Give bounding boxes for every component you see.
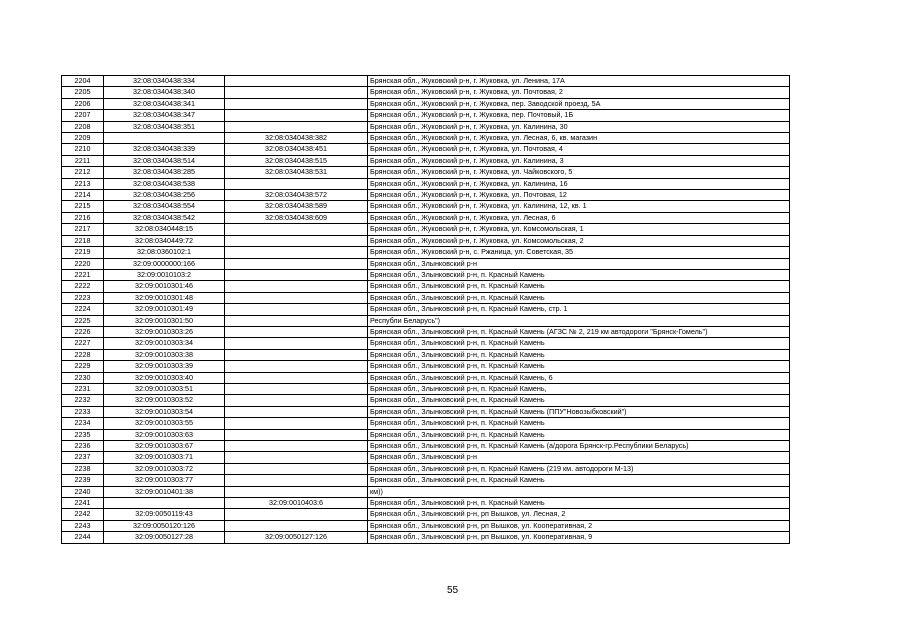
row-number-cell: 2242 (62, 509, 104, 520)
row-number-cell: 2218 (62, 235, 104, 246)
row-number-cell: 2235 (62, 429, 104, 440)
address-cell: Брянская обл., Жуковский р-н, г. Жуковка, ул. Калинина, 30 (368, 121, 790, 132)
table-row (62, 406, 790, 417)
cadastral-number-cell: 32:09:0010303:26 (104, 326, 225, 337)
address-cell: Брянская обл., Злынковский р-н, п. Красный Камень (219 км. автодороги М-13) (368, 463, 790, 474)
cadastral-number-cell: 32:09:0010301:50 (104, 315, 225, 326)
address-cell: Брянская обл., Жуковский р-н, г. Жуковка, ул. Калинина, 12, кв. 1 (368, 201, 790, 212)
linked-cadastral-cell (225, 520, 368, 531)
linked-cadastral-cell (225, 338, 368, 349)
table-row (62, 133, 790, 144)
address-cell: Брянская обл., Злынковский р-н, п. Красный Камень, 6 (368, 372, 790, 383)
address-cell: Брянская обл., Злынковский р-н (368, 452, 790, 463)
row-number-cell: 2219 (62, 247, 104, 258)
cadastral-number-cell: 32:09:0010401:38 (104, 486, 225, 497)
row-number-cell: 2220 (62, 258, 104, 269)
row-number-cell: 2205 (62, 87, 104, 98)
row-number-cell: 2238 (62, 463, 104, 474)
table-row (62, 326, 790, 337)
table-row (62, 178, 790, 189)
cadastral-number-cell: 32:09:0050127:28 (104, 532, 225, 543)
linked-cadastral-cell (225, 121, 368, 132)
cadastral-number-cell: 32:08:0340438:351 (104, 121, 225, 132)
table-row (62, 418, 790, 429)
address-cell: Брянская обл., Жуковский р-н, г. Жуковка, ул. Ленина, 17А (368, 76, 790, 87)
row-number-cell: 2209 (62, 133, 104, 144)
linked-cadastral-cell (225, 509, 368, 520)
cadastral-table (61, 75, 790, 544)
address-cell: Брянская обл., Злынковский р-н (368, 258, 790, 269)
address-cell: Брянская обл., Жуковский р-н, г. Жуковка, пер. Заводской проезд, 5А (368, 98, 790, 109)
linked-cadastral-cell: 32:08:0340438:572 (225, 190, 368, 201)
linked-cadastral-cell (225, 178, 368, 189)
row-number-cell: 2225 (62, 315, 104, 326)
address-cell: Брянская обл., Злынковский р-н, рп Вышков, ул. Лесная, 2 (368, 509, 790, 520)
table-row (62, 201, 790, 212)
table-row (62, 281, 790, 292)
row-number-cell: 2239 (62, 475, 104, 486)
cadastral-number-cell: 32:08:0340438:347 (104, 110, 225, 121)
address-cell: Брянская обл., Жуковский р-н, г. Жуковка, ул. Лесная, 6 (368, 212, 790, 223)
cadastral-number-cell: 32:09:0010303:54 (104, 406, 225, 417)
cadastral-number-cell: 32:08:0340438:341 (104, 98, 225, 109)
linked-cadastral-cell (225, 304, 368, 315)
cadastral-number-cell: 32:09:0010303:34 (104, 338, 225, 349)
table-row (62, 429, 790, 440)
row-number-cell: 2233 (62, 406, 104, 417)
address-cell: Брянская обл., Злынковский р-н, п. Красный Камень (368, 475, 790, 486)
row-number-cell: 2211 (62, 155, 104, 166)
address-cell: Брянская обл., Злынковский р-н, рп Вышков, ул. Кооперативная, 2 (368, 520, 790, 531)
address-cell: Республи Беларусь") (368, 315, 790, 326)
address-cell: Брянская обл., Злынковский р-н, п. Красный Камень, (368, 383, 790, 394)
address-cell: Брянская обл., Злынковский р-н, рп Вышков, ул. Кооперативная, 9 (368, 532, 790, 543)
linked-cadastral-cell (225, 475, 368, 486)
row-number-cell: 2215 (62, 201, 104, 212)
table-row (62, 383, 790, 394)
page-number: 55 (446, 585, 459, 596)
cadastral-number-cell: 32:09:0010303:40 (104, 372, 225, 383)
address-cell: Брянская обл., Жуковский р-н, г. Жуковка, ул. Лесная, 6, кв. магазин (368, 133, 790, 144)
table-row (62, 475, 790, 486)
table-row (62, 532, 790, 543)
address-cell: Брянская обл., Злынковский р-н, п. Красный Камень (368, 349, 790, 360)
linked-cadastral-cell: 32:09:0050127:126 (225, 532, 368, 543)
cadastral-number-cell: 32:08:0340438:334 (104, 76, 225, 87)
row-number-cell: 2228 (62, 349, 104, 360)
table-row (62, 349, 790, 360)
cadastral-number-cell: 32:09:0010103:2 (104, 269, 225, 280)
cadastral-number-cell: 32:08:0340438:542 (104, 212, 225, 223)
address-cell: Брянская обл., Жуковский р-н, г. Жуковка, ул. Почтовая, 4 (368, 144, 790, 155)
table-row (62, 315, 790, 326)
table-row (62, 498, 790, 509)
address-cell: Брянская обл., Жуковский р-н, г. Жуковка, ул. Калинина, 3 (368, 155, 790, 166)
table-row (62, 269, 790, 280)
cadastral-number-cell: 32:09:0000000:166 (104, 258, 225, 269)
cadastral-number-cell: 32:09:0010301:49 (104, 304, 225, 315)
cadastral-number-cell: 32:09:0010303:77 (104, 475, 225, 486)
cadastral-number-cell: 32:09:0010303:52 (104, 395, 225, 406)
table-row (62, 224, 790, 235)
row-number-cell: 2210 (62, 144, 104, 155)
address-cell: Брянская обл., Злынковский р-н, п. Красный Камень (368, 269, 790, 280)
address-cell: Брянская обл., Злынковский р-н, п. Красный Камень (368, 498, 790, 509)
cadastral-number-cell: 32:09:0010301:48 (104, 292, 225, 303)
row-number-cell: 2236 (62, 441, 104, 452)
linked-cadastral-cell (225, 326, 368, 337)
linked-cadastral-cell (225, 235, 368, 246)
row-number-cell: 2208 (62, 121, 104, 132)
linked-cadastral-cell (225, 441, 368, 452)
table-row (62, 372, 790, 383)
table-row (62, 452, 790, 463)
row-number-cell: 2204 (62, 76, 104, 87)
linked-cadastral-cell: 32:08:0340438:382 (225, 133, 368, 144)
cadastral-number-cell: 32:09:0050119:43 (104, 509, 225, 520)
linked-cadastral-cell (225, 292, 368, 303)
table-row (62, 247, 790, 258)
linked-cadastral-cell (225, 76, 368, 87)
row-number-cell: 2217 (62, 224, 104, 235)
cadastral-number-cell: 32:09:0010303:51 (104, 383, 225, 394)
table-row (62, 235, 790, 246)
table-row (62, 486, 790, 497)
row-number-cell: 2224 (62, 304, 104, 315)
row-number-cell: 2230 (62, 372, 104, 383)
table-body (62, 76, 790, 544)
linked-cadastral-cell (225, 486, 368, 497)
address-cell: Брянская обл., Жуковский р-н, г. Жуковка, ул. Почтовая, 12 (368, 190, 790, 201)
cadastral-number-cell: 32:09:0010303:67 (104, 441, 225, 452)
table-row (62, 167, 790, 178)
cadastral-number-cell: 32:08:0340438:339 (104, 144, 225, 155)
cadastral-number-cell: 32:09:0010303:72 (104, 463, 225, 474)
row-number-cell: 2234 (62, 418, 104, 429)
address-cell: Брянская обл., Жуковский р-н, г. Жуковка, ул. Комсомольская, 2 (368, 235, 790, 246)
linked-cadastral-cell (225, 224, 368, 235)
linked-cadastral-cell (225, 383, 368, 394)
table-row (62, 190, 790, 201)
linked-cadastral-cell (225, 349, 368, 360)
linked-cadastral-cell (225, 361, 368, 372)
table-row (62, 463, 790, 474)
table-row (62, 258, 790, 269)
linked-cadastral-cell: 32:08:0340438:515 (225, 155, 368, 166)
row-number-cell: 2207 (62, 110, 104, 121)
row-number-cell: 2214 (62, 190, 104, 201)
address-cell: Брянская обл., Злынковский р-н, п. Красный Камень (368, 429, 790, 440)
linked-cadastral-cell (225, 110, 368, 121)
row-number-cell: 2231 (62, 383, 104, 394)
linked-cadastral-cell: 32:08:0340438:609 (225, 212, 368, 223)
linked-cadastral-cell (225, 98, 368, 109)
table-row (62, 144, 790, 155)
table-row (62, 98, 790, 109)
cadastral-number-cell (104, 133, 225, 144)
address-cell: Брянская обл., Жуковский р-н, г. Жуковка, пер. Почтовый, 1Б (368, 110, 790, 121)
cadastral-number-cell: 32:08:0340438:340 (104, 87, 225, 98)
linked-cadastral-cell (225, 372, 368, 383)
linked-cadastral-cell: 32:08:0340438:531 (225, 167, 368, 178)
row-number-cell: 2229 (62, 361, 104, 372)
address-cell: Брянская обл., Злынковский р-н, п. Красный Камень (а/дорога Брянск-гр.Республики Беларусь) (368, 441, 790, 452)
row-number-cell: 2221 (62, 269, 104, 280)
address-cell: Брянская обл., Злынковский р-н, п. Красный Камень (368, 418, 790, 429)
cadastral-number-cell: 32:08:0340449:72 (104, 235, 225, 246)
row-number-cell: 2243 (62, 520, 104, 531)
cadastral-number-cell: 32:08:0340438:554 (104, 201, 225, 212)
linked-cadastral-cell (225, 269, 368, 280)
cadastral-number-cell: 32:09:0050120:126 (104, 520, 225, 531)
row-number-cell: 2232 (62, 395, 104, 406)
row-number-cell: 2241 (62, 498, 104, 509)
cadastral-number-cell: 32:09:0010303:38 (104, 349, 225, 360)
address-cell: км)) (368, 486, 790, 497)
linked-cadastral-cell (225, 395, 368, 406)
cadastral-number-cell: 32:09:0010303:63 (104, 429, 225, 440)
cadastral-number-cell: 32:08:0340438:285 (104, 167, 225, 178)
linked-cadastral-cell: 32:08:0340438:589 (225, 201, 368, 212)
address-cell: Брянская обл., Злынковский р-н, п. Красный Камень, стр. 1 (368, 304, 790, 315)
row-number-cell: 2222 (62, 281, 104, 292)
address-cell: Брянская обл., Злынковский р-н, п. Красный Камень (368, 292, 790, 303)
address-cell: Брянская обл., Жуковский р-н, г. Жуковка, ул. Калинина, 16 (368, 178, 790, 189)
linked-cadastral-cell (225, 429, 368, 440)
cadastral-number-cell: 32:09:0010303:71 (104, 452, 225, 463)
address-cell: Брянская обл., Жуковский р-н, г. Жуковка, ул. Почтовая, 2 (368, 87, 790, 98)
address-cell: Брянская обл., Злынковский р-н, п. Красный Камень (368, 338, 790, 349)
address-cell: Брянская обл., Злынковский р-н, п. Красный Камень (368, 361, 790, 372)
row-number-cell: 2223 (62, 292, 104, 303)
row-number-cell: 2206 (62, 98, 104, 109)
row-number-cell: 2226 (62, 326, 104, 337)
linked-cadastral-cell: 32:08:0340438:451 (225, 144, 368, 155)
address-cell: Брянская обл., Жуковский р-н, г. Жуковка, ул. Чайковского, 5 (368, 167, 790, 178)
table-row (62, 304, 790, 315)
table-row (62, 441, 790, 452)
table-row (62, 212, 790, 223)
table-row (62, 509, 790, 520)
table-row (62, 76, 790, 87)
table-row (62, 520, 790, 531)
row-number-cell: 2213 (62, 178, 104, 189)
cadastral-number-cell: 32:09:0010301:46 (104, 281, 225, 292)
cadastral-number-cell: 32:09:0010303:39 (104, 361, 225, 372)
cadastral-number-cell (104, 498, 225, 509)
address-cell: Брянская обл., Злынковский р-н, п. Красный Камень (АГЗС № 2, 219 км автодороги "Брянск-Гомель") (368, 326, 790, 337)
row-number-cell: 2237 (62, 452, 104, 463)
row-number-cell: 2227 (62, 338, 104, 349)
address-cell: Брянская обл., Злынковский р-н, п. Красный Камень (368, 395, 790, 406)
cadastral-number-cell: 32:08:0360102:1 (104, 247, 225, 258)
linked-cadastral-cell (225, 418, 368, 429)
address-cell: Брянская обл., Жуковский р-н, с. Ржаница, ул. Советская, 35 (368, 247, 790, 258)
table-row (62, 395, 790, 406)
linked-cadastral-cell (225, 315, 368, 326)
linked-cadastral-cell (225, 247, 368, 258)
row-number-cell: 2244 (62, 532, 104, 543)
linked-cadastral-cell (225, 87, 368, 98)
linked-cadastral-cell (225, 258, 368, 269)
row-number-cell: 2240 (62, 486, 104, 497)
row-number-cell: 2216 (62, 212, 104, 223)
linked-cadastral-cell: 32:09:0010403:6 (225, 498, 368, 509)
linked-cadastral-cell (225, 452, 368, 463)
linked-cadastral-cell (225, 406, 368, 417)
table-row (62, 87, 790, 98)
linked-cadastral-cell (225, 463, 368, 474)
table-row (62, 155, 790, 166)
table-row (62, 110, 790, 121)
linked-cadastral-cell (225, 281, 368, 292)
row-number-cell: 2212 (62, 167, 104, 178)
table-row (62, 292, 790, 303)
table-row (62, 338, 790, 349)
cadastral-number-cell: 32:09:0010303:55 (104, 418, 225, 429)
address-cell: Брянская обл., Жуковский р-н, г. Жуковка, ул. Комсомольская, 1 (368, 224, 790, 235)
table-row (62, 361, 790, 372)
table-row (62, 121, 790, 132)
address-cell: Брянская обл., Злынковский р-н, п. Красный Камень (ППУ"Новозыбковский") (368, 406, 790, 417)
address-cell: Брянская обл., Злынковский р-н, п. Красный Камень (368, 281, 790, 292)
cadastral-number-cell: 32:08:0340438:256 (104, 190, 225, 201)
cadastral-number-cell: 32:08:0340438:538 (104, 178, 225, 189)
cadastral-number-cell: 32:08:0340438:514 (104, 155, 225, 166)
cadastral-number-cell: 32:08:0340448:15 (104, 224, 225, 235)
